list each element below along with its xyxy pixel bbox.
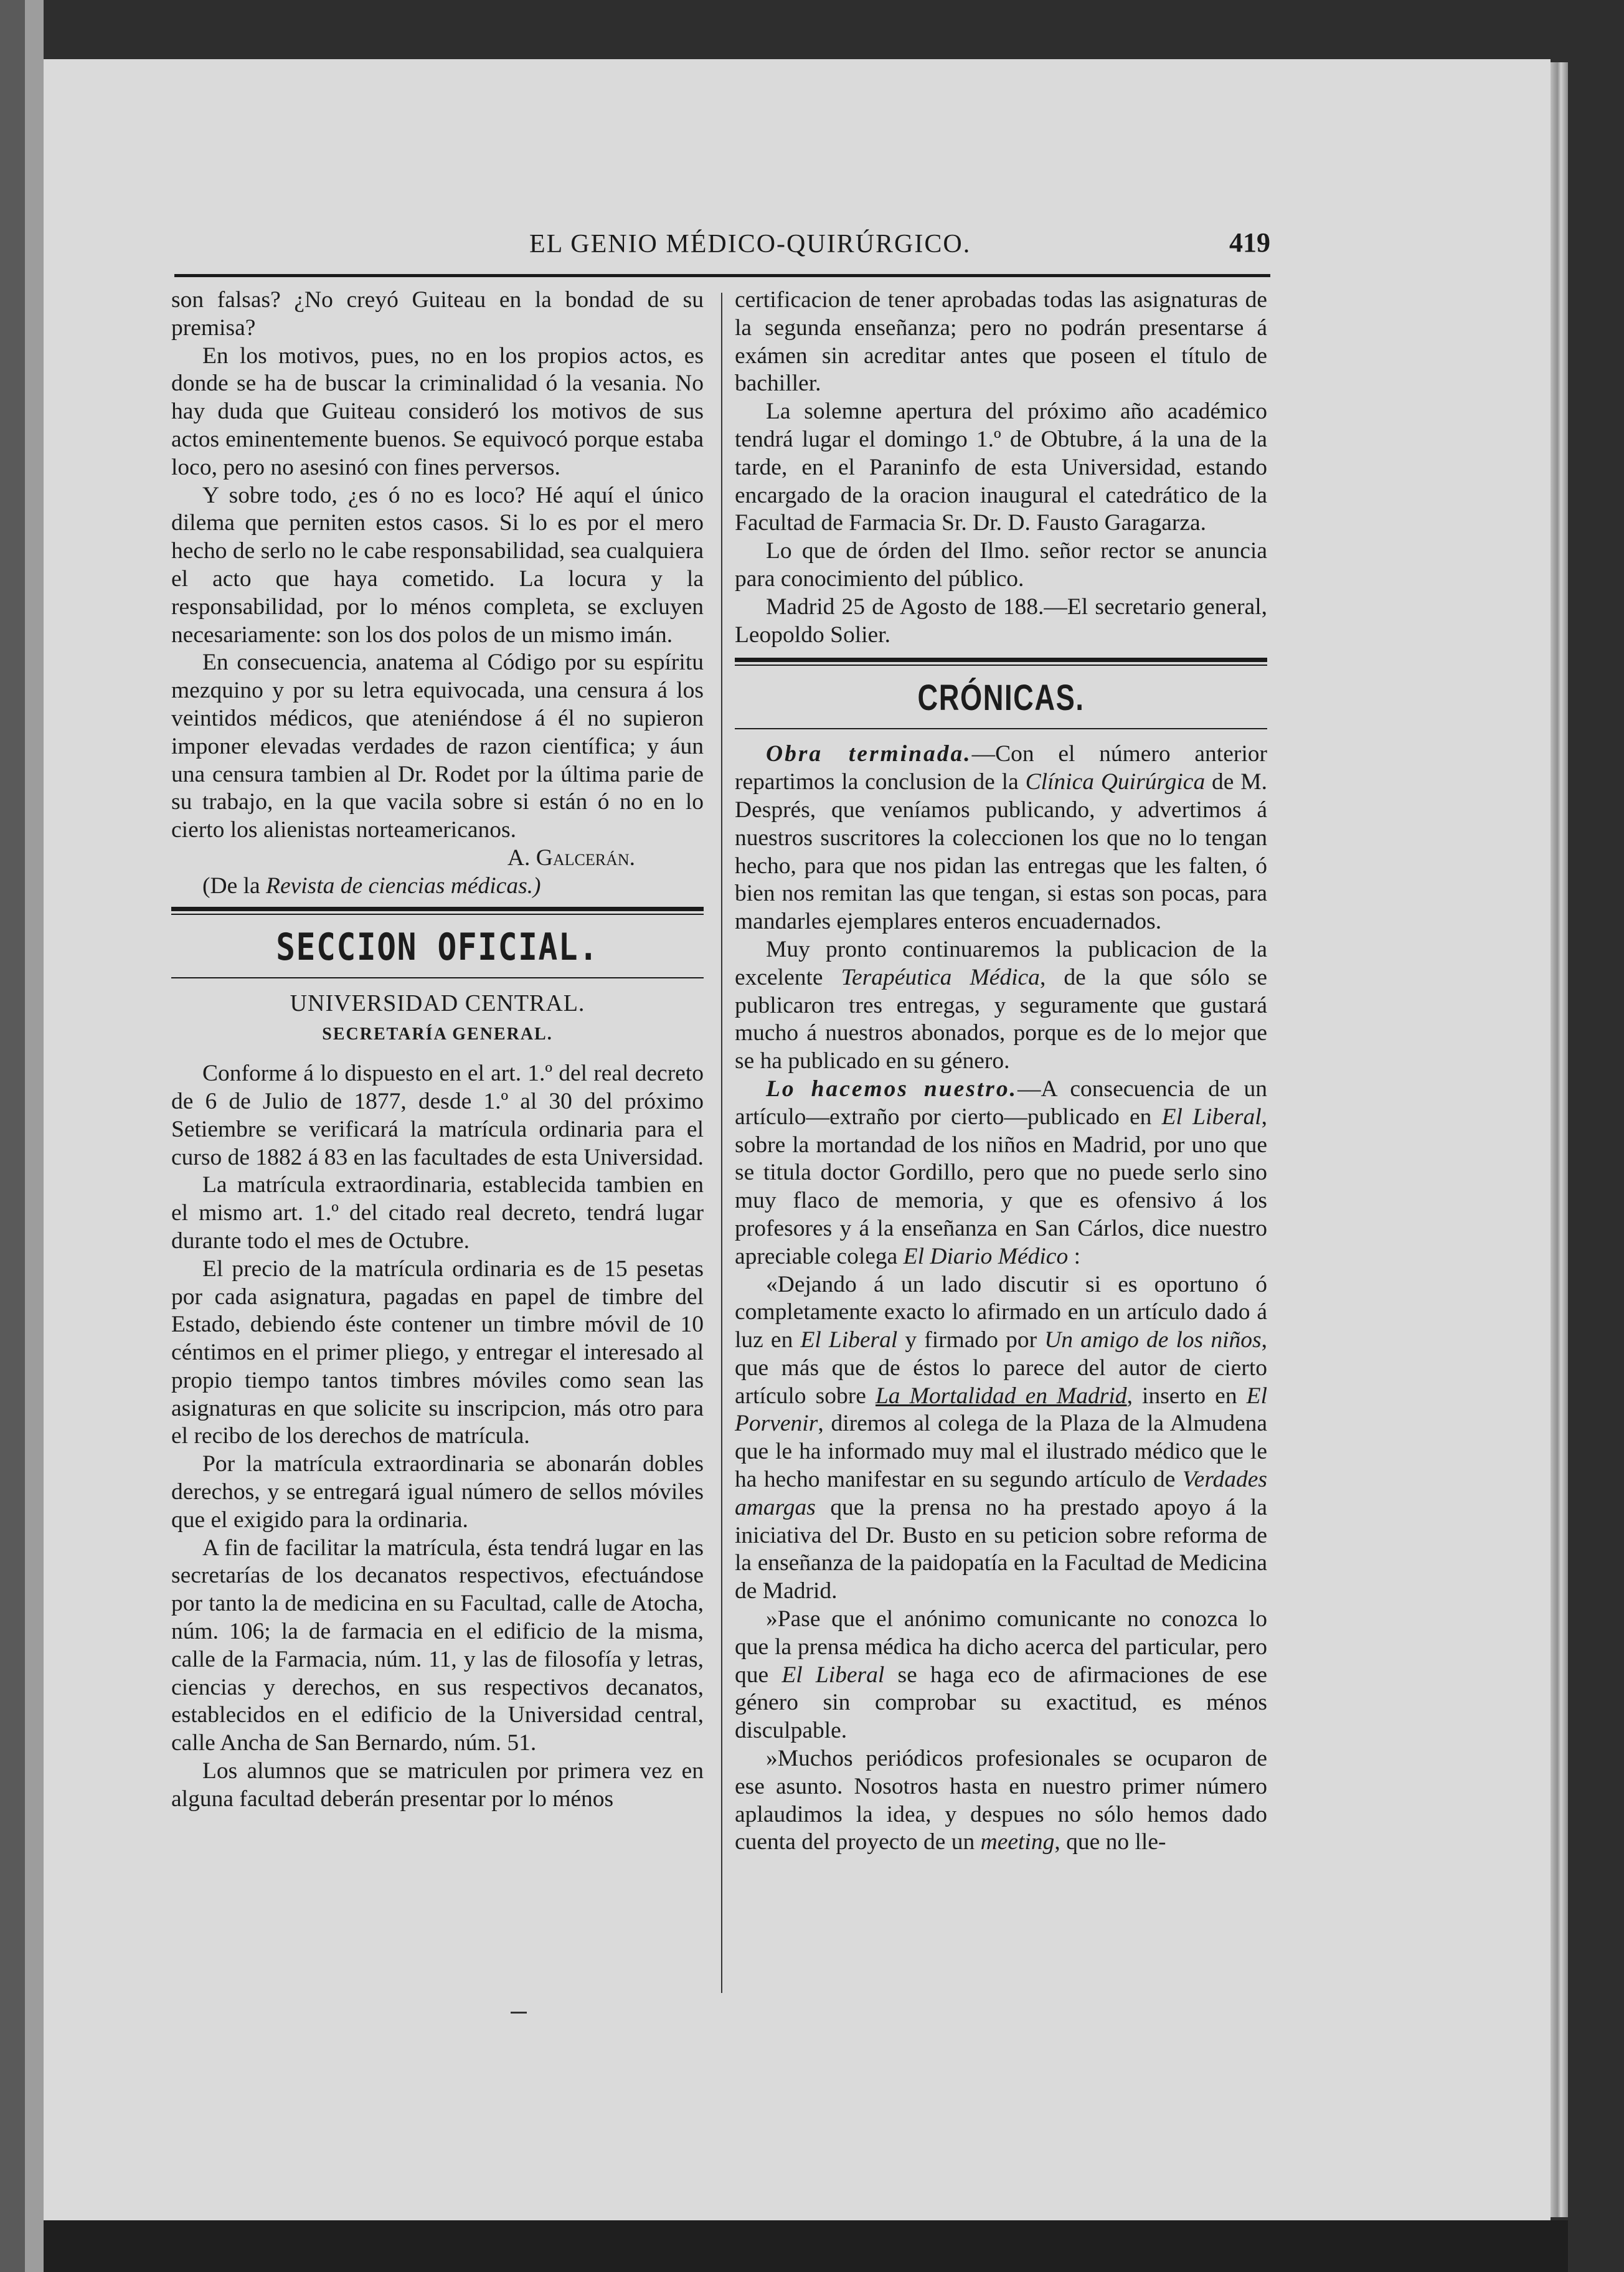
section-rule [171,914,704,915]
italic-title: Terapéutica Médica [841,964,1040,990]
text-run: de M. Després, que veníamos publicando, y advertimos á nuestros suscritores la coleccionen los que no lo tengan hecho, para que nos pidan las entregas que les falten, ó bien nos remitan las que tengan, si estas son pocas, para mandarles ejemplares enteros encuadernados. [735,769,1268,935]
italic-title: meeting [980,1829,1055,1855]
source-citation [171,873,704,901]
section-rule [171,977,704,978]
italic-title: El Liberal [781,1662,885,1688]
text-run: : [1074,1243,1080,1269]
text-run: —Con el número anterior repartimos la conclusion de la [735,741,1267,795]
header-rule [174,274,1270,277]
paragraph: El precio de la matrícula ordinaria es de 15 pesetas por cada asignatura, pagadas en papel de timbre del Estado, debiendo éste contener un timbre móvil de 10 céntimos en el primer pliego, y entregar el interesado al propio tiempo tantos timbres móviles como sean las asignaturas en que solicite su inscripcion, más otro para el recibo de los derechos de matrícula. [171,1256,704,1449]
section-rule [735,728,1267,729]
university-heading: UNIVERSIDAD CENTRAL. [290,990,585,1016]
paragraph: son falsas? ¿No creyó Guiteau en la bondad de su premisa? [171,287,704,341]
paragraph: A fin de facilitar la matrícula, ésta tendrá lugar en las secretarías de los decanatos respectivos, efectuándose por tanto la de medicina en su Facultad, calle de Atocha, núm. 106; la de farmacia en el edificio de la misma, calle de la Farmacia, núm. 11, y las de filosofía y letras, ciencias y derechos, en sus respectivos decanatos, establecidos en el edificio de la Universidad central, calle Ancha de San Bernardo, núm. 51. [171,1535,704,1756]
text-run: que la prensa no ha prestado apoyo á la iniciativa del Dr. Busto en su peticion sobre reforma de la enseñanza de la paidopatía en la Facultad de Medicina de Madrid. [735,1494,1267,1604]
text-run: , de la que sólo se publicaron tres entregas, y seguramente que gustará mucho á nuestros abonados, porque es de lo mejor que se ha publicado en su género. [735,964,1267,1074]
paragraph: Conforme á lo dispuesto en el art. 1.º del real decreto de 6 de Julio de 1877, desde 1.º al 30 del próximo Setiembre se verificará la matrícula ordinaria para el curso de 1882 á 83 en las facultades de esta Universidad. [171,1061,704,1170]
italic-title: Clínica Quirúrgica [1025,769,1206,795]
paragraph: La matrícula extraordinaria, establecida tambien en el mismo art. 1.º del citado real decreto, tendrá lugar durante todo el mes de Octubre. [171,1172,704,1254]
source-prefix: (De la [202,873,260,899]
italic-title: Un amigo de los niños [1044,1327,1262,1353]
italic-title: La Mortalidad en Madrid [875,1383,1127,1409]
italic-title: El Porvenir [735,1383,1267,1437]
paragraph: certificacion de tener aprobadas todas las asignaturas de la segunda enseñanza; pero no podrán presentarse á exámen sin acreditar antes que poseen el título de bachiller. [735,287,1267,397]
binding-edge [0,0,44,2272]
text-run: »Pase que el anónimo comunicante no conozca lo que la prensa médica ha dicho acerca del particular, pero que [735,1606,1267,1688]
text-run: »Muchos periódicos profesionales se ocuparon de ese asunto. Nosotros hasta en nuestro primer número aplaudimos la idea, y despues no sólo hemos dado cuenta del proyecto de un [735,1746,1267,1855]
chronicle-obra-terminada [735,741,1267,936]
secretariat-heading: SECRETARÍA GENERAL. [322,1025,553,1044]
section-title-cronicas: CRÓNICAS. [917,678,1085,719]
paragraph: Por la matrícula extraordinaria se abonarán dobles derechos, y se entregará igual número de sellos móviles que el exigido para la ordinaria. [171,1451,704,1533]
paragraph: En consecuencia, anatema al Código por su espíritu mezquino y por su letra equivocada, una censura á los veintidos médicos, que ateniéndose á él no supieron imponer elevadas verdades de razon científica; y áun una censura tambien al Dr. Rodet por la última parie de su trabajo, en la que vacila sobre si están ó no en lo cierto los alienistas norteamericanos. [171,650,704,843]
text-run: , inserto en [1126,1383,1237,1409]
section-title-oficial: SECCION OFICIAL. [276,925,599,969]
source-title: Revista de ciencias médicas.) [266,873,541,899]
chronicle-lead: Obra terminada. [766,741,972,767]
page-number: 419 [1229,227,1270,258]
section-rule [735,658,1267,662]
text-run: Muy pronto continuaremos la publicacion de la excelente [735,936,1267,990]
section-rule [171,907,704,911]
paragraph: Y sobre todo, ¿es ó no es loco? Hé aquí el único dilema que perniten estos casos. Si lo es por el mero hecho de serlo no le cabe responsabilidad, sea cualquiera el acto que haya cometido. La locura y la responsabilidad, por lo ménos completa, se excluyen necesariamente: son los dos polos de un mismo imán. [171,482,704,648]
paragraph: Los alumnos que se matriculen por primera vez en alguna facultad deberán presentar por lo ménos [171,1758,704,1812]
quotation-paragraph [735,1271,1267,1606]
right-column [735,286,1267,1857]
chronicle-lead: Lo hacemos nuestro. [766,1076,1017,1102]
left-column [171,286,704,1814]
quotation-paragraph [735,1745,1267,1857]
text-run: se haga eco de afirmaciones de ese género sin comprobar su exactitud, es ménos disculpable. [735,1662,1267,1744]
running-header [168,224,1270,262]
page-stack-edge [1551,62,1568,2217]
footer-dash [511,2012,527,2014]
text-run: , que no lle- [1054,1829,1166,1855]
paragraph: En los motivos, pues, no en los propios actos, es donde se ha de buscar la criminalidad ó la vesania. No hay duda que Guiteau consideró los motivos de sus actos eminentemente buenos. Se equivocó porque estaba loco, pero no asesinó con fines perversos. [171,343,704,480]
text-run: , que más que de éstos lo parece del autor de cierto artículo sobre [735,1327,1268,1409]
italic-title: El Liberal [1161,1104,1262,1130]
paragraph [735,936,1267,1076]
paragraph: La solemne apertura del próximo año académico tendrá lugar el domingo 1.º de Obtubre, á la una de la tarde, en el Paraninfo de esta Universidad, estando encargado de la oracion inaugural el catedrático de la Facultad de Farmacia Sr. Dr. D. Fausto Garagarza. [735,399,1267,536]
text-run: , diremos al colega de la Plaza de la Almudena que le ha informado muy mal el ilustrado médico que le ha hecho manifestar en su segundo artículo de [735,1411,1267,1493]
text-run: y firmado por [905,1327,1037,1353]
italic-title: El Diario Médico [903,1243,1069,1269]
paragraph: Lo que de órden del Ilmo. señor rector se anuncia para conocimiento del público. [735,538,1267,592]
italic-title: El Liberal [800,1327,898,1353]
italic-title: Verdades amargas [735,1467,1268,1520]
text-run: , sobre la mortandad de los niños en Madrid, por uno que se titula doctor Gordillo, pero que no puede serlo sino muy flaco de memoria, y que es ofensivo á los profesores y á la enseñanza en San Cárlos, dice nuestro apreciable colega [735,1104,1267,1269]
section-rule [735,665,1267,666]
text-run: —A consecuencia de un artículo—extraño por cierto—publicado en [735,1076,1267,1130]
column-rule [721,293,722,1993]
text-run: «Dejando á un lado discutir si es oportuno ó completamente exacto lo afirmado en un artículo dado á luz en [735,1271,1267,1353]
chronicle-lo-hacemos-nuestro [735,1076,1267,1271]
paragraph: Madrid 25 de Agosto de 188.—El secretario general, Leopoldo Solier. [735,594,1267,648]
running-title: EL GENIO MÉDICO-QUIRÚRGICO. [529,230,971,258]
scan-background [44,2220,1568,2272]
quotation-paragraph [735,1606,1267,1745]
author-signature: A. Galcerán. [507,845,635,871]
